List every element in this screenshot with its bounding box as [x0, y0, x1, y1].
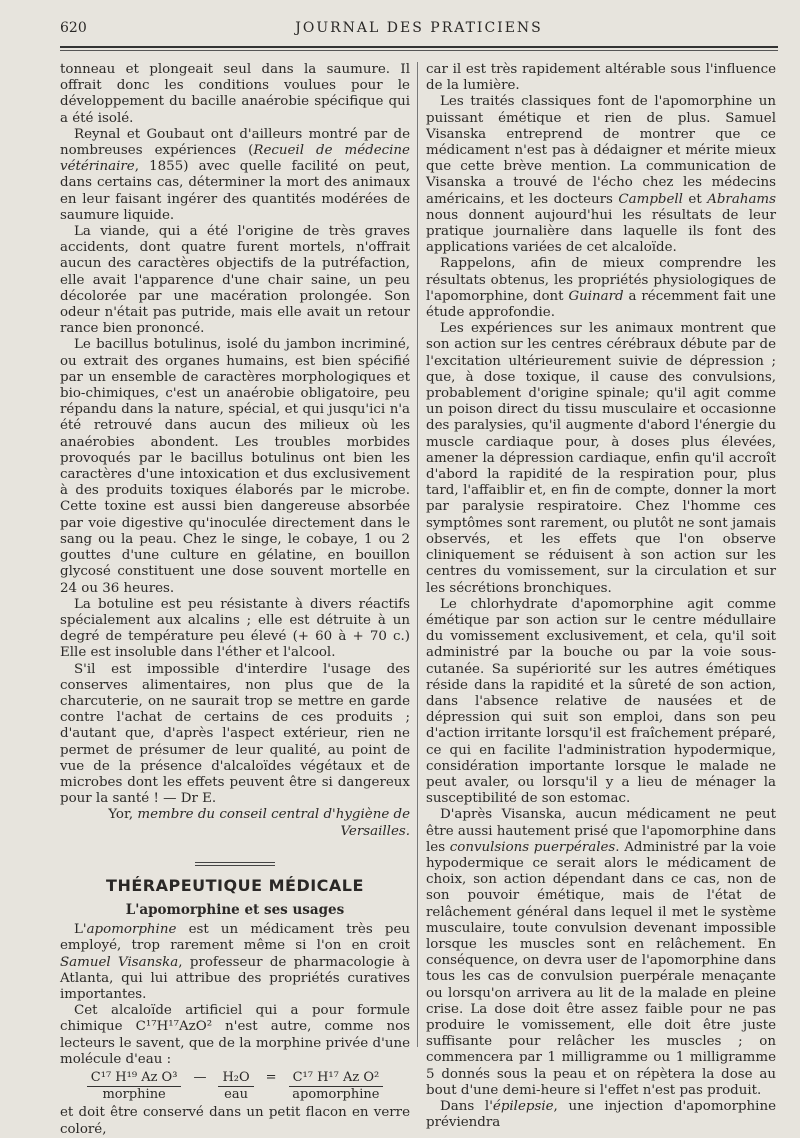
formula-term [289, 1070, 384, 1103]
text-span: , une injection d'apomorphine préviendra [426, 1099, 777, 1131]
paragraph [426, 94, 776, 256]
text-span: Rappelons, afin de mieux comprendre les résultats obtenus, les propriétés physiologiques de l'apomorphine, dont [426, 256, 776, 304]
text-span: D'après Visanska, aucun médicament ne peut être aussi hautement prisé que l'apomorphine dans les [426, 807, 776, 855]
paragraph: tonneau et plongeait seul dans la saumure. Il offrait donc les conditions voulues pour le développement du bacille anaérobie spécifique qui a été isolé. [60, 62, 410, 126]
text-span: Reynal et Goubaut ont d'ailleurs montré par de nombreuses expériences ( [60, 126, 410, 159]
right-column [426, 62, 776, 1131]
text-span: et [682, 191, 708, 207]
chemical-formula [60, 1070, 410, 1103]
text-span: , 1855) avec quelle facilité on peut, dans certains cas, déterminer la mort des animaux en leur faisant ingérer des quantités modérées de saumure liquide. [60, 159, 410, 223]
left-column [60, 62, 410, 1138]
header-rule-thin [60, 50, 778, 51]
formula-operator: — [193, 1069, 207, 1085]
formula-label: morphine [102, 1087, 166, 1103]
paragraph: Cet alcaloïde artificiel qui a pour formule chimique C¹⁷H¹⁷AzO² n'est autre, comme nos lecteurs le savent, que de la morphine privée d'une molécule d'eau : [60, 1003, 410, 1067]
emphasis: Samuel Visanska [60, 954, 179, 970]
page-number: 620 [60, 20, 87, 36]
emphasis: Guinard [568, 288, 624, 304]
paragraph: car il est très rapidement altérable sous l'influence de la lumière. [426, 62, 776, 94]
formula-water: H₂O [218, 1070, 253, 1087]
journal-title: JOURNAL DES PRATICIENS [295, 20, 543, 36]
paragraph: Le chlorhydrate d'apomorphine agit comme émétique par son action sur le centre médullaire du vomissement exclusivement, et cela, qu'il soit administré par la bouche ou par la voie sous-cutanée. Sa supériorité sur les autres émétiques réside dans la rapidité et la sûreté de son action, dans l'absence relative de nausées et de dépression qui suit son emploi, dans son peu d'action irritante lorsqu'il est fraîchement préparé, ce qui en facilite l'administration hypodermique, considération importante lorsque le malade ne peut avaler, ou lorsqu'il y a lieu de ménager la susceptibilité de son estomac. [426, 596, 776, 807]
emphasis: apomorphine [86, 922, 177, 938]
section-header [60, 862, 410, 894]
section-title: THÉRAPEUTIQUE MÉDICALE [106, 875, 364, 895]
paragraph [426, 1099, 776, 1131]
text-span: est un médicament très peu employé, trop rarement même si l'on en croit [60, 922, 410, 954]
paragraph [426, 807, 776, 1099]
emphasis: épilepsie [492, 1099, 554, 1114]
formula-term [87, 1070, 182, 1103]
article-title: L'apomorphine et ses usages [125, 901, 345, 918]
text-span: . Administré par la voie hypodermique ce serait alors le médicament de choix, son action dépendant dans ce cas, non de son pouvoir émétique, mais de l'état de relâchement général dans lequel il met le système musculaire, toute convulsion devenant impossible lorsque les muscles sont en relâchement. En conséquence, on devra user de l'apomorphine dans tous les cas de convulsion puerpérale menaçante ou lorsqu'on arrivera au lit de la malade en pleine crise. La dose doit être assez faible pour ne pas produire le vomissement, elle doit être juste suffisante pour relâcher les muscles ; on commencera par 1 milligramme ou 1 milligramme 5 donnés sous la peau et on répètera la dose au bout d'une demi-heure si l'effet n'est pas produit. [426, 839, 777, 1098]
text-span: Dans l' [440, 1099, 493, 1114]
paragraph: La viande, qui a été l'origine de très graves accidents, dont quatre furent mortels, n'offrait aucun des caractères objectifs de la putréfaction, elle avait l'apparence d'une chair saine, un peu décolorée par une macération prolongée. Son odeur n'était pas putride, mais elle avait un retour rance bien prononcé. [60, 224, 410, 337]
header-rule [60, 46, 778, 48]
paragraph [60, 922, 410, 1003]
author-name: Yor, [108, 807, 138, 823]
formula-operator: = [265, 1069, 277, 1085]
paragraph [60, 127, 410, 224]
formula-label: eau [224, 1087, 248, 1103]
text-span: L' [74, 922, 87, 938]
signature [60, 807, 410, 839]
text-span: Les traités classiques font de l'apomorphine un puissant émétique et rien de plus. Samuel Visanska entreprend de montrer que ce médicament n'est pas à dédaigner et mérite mieux que cette brève mention. La communication de Visanska a trouvé de l'écho chez les médecins américains, et les docteurs [426, 94, 776, 207]
paragraph: Le bacillus botulinus, isolé du jambon incriminé, ou extrait des organes humains, est bien spécifié par un ensemble de caractères morphologiques et bio-chimiques, c'est un anaérobie obligatoire, peu répandu dans la nature, spécial, et qui jusqu'ici n'a été retrouvé dans aucun des milieux où les anaérobies abondent. Les troubles morbides provoqués par le bacillus botulinus ont bien les caractères d'une intoxication et dus exclusivement à des produits toxiques élaborés par le microbe. Cette toxine est aussi bien dangereuse absorbée par voie digestive qu'inoculée directement dans le sang ou la peau. Chez le singe, le cobaye, 1 ou 2 gouttes d'une culture en gélatine, en bouillon glycosé constituent une dose souvent mortelle en 24 ou 36 heures. [60, 337, 410, 596]
author-affiliation: membre du conseil central d'hygiène de Versailles. [137, 807, 410, 839]
column-separator [417, 62, 418, 1047]
emphasis: convulsions puerpérales [449, 839, 616, 855]
section-ornament [195, 862, 275, 866]
formula-apomorphine: C¹⁷ H¹⁷ Az O² [289, 1070, 384, 1087]
formula-morphine: C¹⁷ H¹⁹ Az O³ [87, 1070, 182, 1087]
emphasis: Abrahams [707, 191, 776, 207]
page-header [60, 20, 778, 44]
formula-label: apomorphine [292, 1087, 380, 1103]
formula-term [218, 1070, 253, 1103]
text-span: nous donnent aujourd'hui les résultats de leur pratique journalière dans laquelle ils font des applications variées de cet alcaloïde. [426, 207, 776, 256]
text-span: a récemment fait une étude approfondie. [426, 288, 776, 321]
paragraph: S'il est impossible d'interdire l'usage des conserves alimentaires, non plus que de la charcuterie, on ne saurait trop se mettre en garde contre l'achat de certains de ces produits ; d'autant que, d'après l'aspect extérieur, rien ne permet de présumer de leur qualité, au point de vue de la présence d'alcaloïdes végétaux et de microbes dont les effets peuvent être si dangereux pour la santé ! — Dr E. [60, 661, 410, 807]
emphasis: Campbell [618, 191, 683, 207]
paragraph [426, 256, 776, 321]
paragraph: Les expériences sur les animaux montrent que son action sur les centres cérébraux débute par de l'excitation ultérieurement suivie de dépression ; que, à dose toxique, il cause des convulsions, probablement d'origine spinale; qu'il agit comme un poison direct du tissu musculaire et occasionne des paralysies, qu'il augmente d'abord l'énergie du muscle cardiaque pour, à doses plus élevées, amener la dépression cardiaque, enfin qu'il accroît d'abord la rapidité de la respiration pour, plus tard, l'affaiblir et, en fin de compte, donner la mort par paralysie respiratoire. Chez l'homme ces symptômes sont rarement, ou plutôt ne sont jamais observés, et les effets que l'on observe cliniquement se réduisent à son action sur les centres du vomissement, sur la circulation et sur les sécrétions bronchiques. [426, 321, 776, 596]
text-span: , professeur de pharmacologie à Atlanta, qui lui attribue des propriétés curatives importantes. [60, 954, 411, 1002]
citation: Recueil de médecine vétérinaire [60, 143, 410, 175]
paragraph: et doit être conservé dans un petit flacon en verre coloré, [60, 1105, 410, 1137]
paragraph: La botuline est peu résistante à divers réactifs spécialement aux alcalins ; elle est détruite à un degré de température peu élevé (+ 60 à + 70 c.) Elle est insoluble dans l'éther et l'alcool. [60, 596, 410, 661]
